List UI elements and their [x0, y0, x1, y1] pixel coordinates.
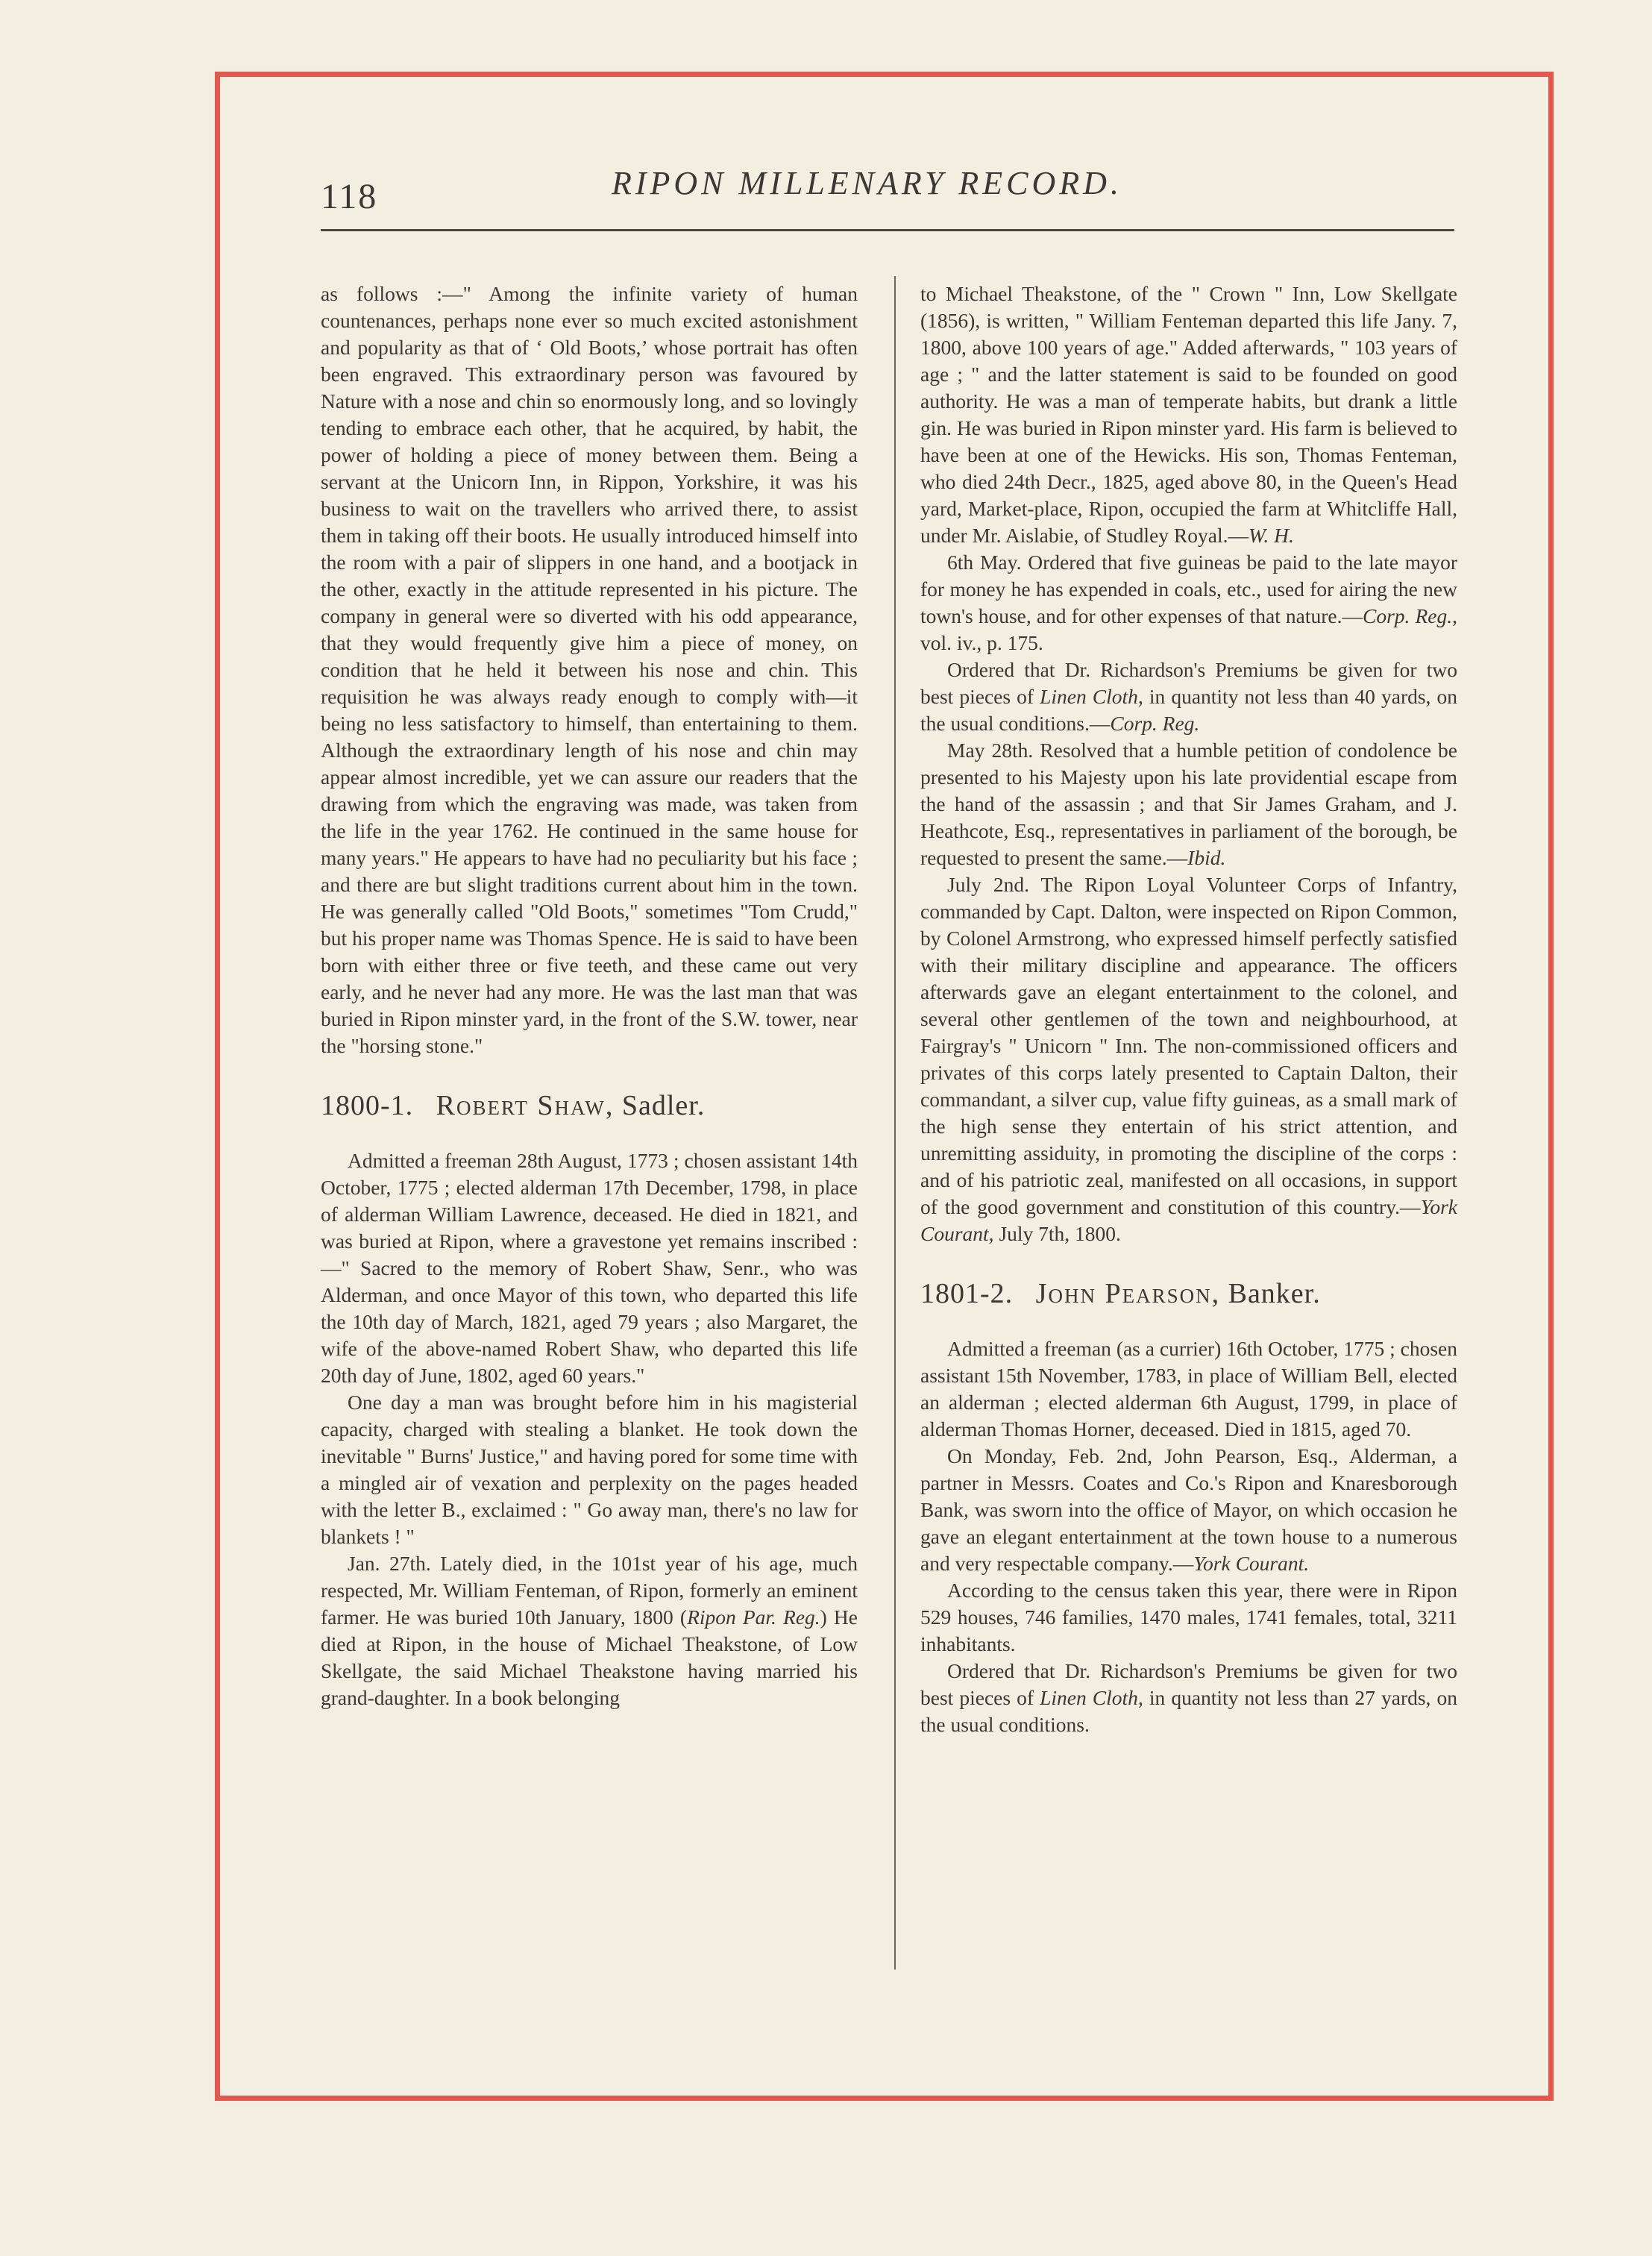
citation: Ripon Par. Reg. — [687, 1605, 820, 1629]
text: July 2nd. The Ripon Loyal Volunteer Corps of Infantry, commanded by Capt. Dalton, were inspected on Ripon Common, by Colonel Armstrong, who expressed himself perfectly satisfied with their military discipline and appearance. The officers afterwards gave an elegant entertainment to the colonel, and several other gentlemen of the town and neighbourhood, at Fairgray's " Unicorn " Inn. The non-commissioned officers and privates of this corps lately presented to Captain Dalton, their commandant, a silver cup, value fifty guineas, as a small mark of the high sense they entertain of his strict attention, and unremitting assiduity, in promoting the discipline of the corps : and of his patriotic zeal, manifested on all occasions, in support of the good government and constitution of this country.— — [920, 873, 1457, 1218]
paragraph — [920, 1443, 1457, 1577]
text: July 7th, 1800. — [993, 1222, 1121, 1245]
section-trade: Banker. — [1228, 1278, 1321, 1309]
citation: York Courant, — [920, 1195, 1457, 1245]
section-heading-robert-shaw — [321, 1092, 858, 1119]
citation: W. H. — [1248, 524, 1294, 547]
text: Jan. 27th. Lately died, in the 101st year of his age, much respected, Mr. William Fenteman, of Ripon, formerly an eminent farmer. He was buried 10th January, 1800 ( — [321, 1552, 858, 1629]
section-heading-john-pearson — [920, 1280, 1457, 1307]
section-year: 1801-2. — [920, 1278, 1014, 1309]
paragraph — [321, 1550, 858, 1711]
left-column — [321, 281, 858, 1711]
paragraph: as follows :—" Among the infinite variety of human countenances, perhaps none ever so much excited astonishment and popularity as that of ‘ Old Boots,’ whose portrait has often been engraved. This extraordinary person was favoured by Nature with a nose and chin so enormously long, and so lovingly tending to embrace each other, that he acquired, by habit, the power of holding a piece of money between them. Being a servant at the Unicorn Inn, in Rippon, Yorkshire, it was his business to wait on the travellers who arrived there, to assist them in taking off their boots. He usually introduced himself into the room with a pair of slippers in one hand, and a bootjack in the other, exactly in the attitude represented in his picture. The company in general were so diverted with his odd appearance, that they would frequently give him a piece of money, on condition that he held it between his nose and chin. This requisition he was always ready enough to comply with—it being no less satisfactory to himself, than entertaining to them. Although the extraordinary length of his nose and chin may appear almost incredible, yet we can assure our readers that the drawing from which the engraving was made, was taken from the life in the year 1762. He continued in the same house for many years." He appears to have had no peculiarity but his face ; and there are but slight traditions current about him in the town. He was generally called "Old Boots," sometimes "Tom Crudd," but his proper name was Thomas Spence. He is said to have been born with either three or five teeth, and these came out very early, and he never had any more. He was the last man that was buried in Ripon minster yard, in the front of the S.W. tower, near the "horsing stone." — [321, 282, 858, 1057]
paragraph — [920, 871, 1457, 1247]
text: , in quantity not less than 40 yards, on the usual conditions.— — [920, 685, 1457, 735]
header-rule — [321, 229, 1454, 231]
item-name: Linen Cloth — [1040, 1686, 1138, 1709]
page-number: 118 — [321, 177, 378, 216]
section-name: John Pearson, — [1035, 1278, 1221, 1309]
item-name: Linen Cloth — [1040, 685, 1138, 708]
paragraph: Admitted a freeman (as a currier) 16th October, 1775 ; chosen assistant 15th November, 1783, in place of William Bell, elected an alderman ; elected alderman 6th August, 1799, in place of alderman Thomas Horner, deceased. Died in 1815, aged 70. — [920, 1337, 1457, 1441]
paragraph — [920, 1658, 1457, 1738]
citation: York Courant. — [1193, 1552, 1310, 1575]
paragraph: According to the census taken this year, there were in Ripon 529 houses, 746 families, 1470 males, 1741 females, total, 3211 inhabitants. — [920, 1579, 1457, 1655]
text: , in quantity not less than 27 yards, on the usual conditions. — [920, 1686, 1457, 1736]
column-divider — [894, 276, 896, 1970]
section-name: Robert Shaw, — [436, 1090, 615, 1121]
paragraph: One day a man was brought before him in his magisterial capacity, charged with stealing a blanket. He took down the inevitable " Burns' Justice," and having pored for some time with a mingled air of vexation and perplexity on the pages headed with the letter B., exclaimed : " Go away man, there's no law for blankets ! " — [321, 1391, 858, 1548]
text: ) He died at Ripon, in the house of Michael Theakstone, of Low Skellgate, the said Michael Theakstone having married his grand-daughter. In a book belonging — [321, 1605, 858, 1709]
paragraph — [920, 549, 1457, 657]
section-year: 1800-1. — [321, 1090, 414, 1121]
running-title: RIPON MILLENARY RECORD. — [612, 165, 1122, 201]
citation: Corp. Reg. — [1110, 712, 1200, 735]
paragraph — [920, 657, 1457, 737]
section-trade: Sadler. — [621, 1090, 706, 1121]
paragraph — [920, 281, 1457, 549]
text: , vol. iv., p. 175. — [920, 604, 1457, 654]
text: to Michael Theakstone, of the " Crown " Inn, Low Skellgate (1856), is written, " William Fenteman departed this life Jany. 7, 1800, above 100 years of age." Added afterwards, " 103 years of age ; " and the latter statement is said to be founded on good authority. He was a man of temperate habits, but drank a little gin. He was buried in Ripon minster yard. His farm is believed to have been at one of the Hewicks. His son, Thomas Fenteman, who died 24th Decr., 1825, aged above 80, in the Queen's Head yard, Market-place, Ripon, occupied the farm at Whitcliffe Hall, under Mr. Aislabie, of Studley Royal.— — [920, 282, 1457, 547]
text: Ordered that Dr. Richardson's Premiums be given for two best pieces of — [920, 1659, 1457, 1709]
right-column — [920, 281, 1457, 1738]
paragraph: Admitted a freeman 28th August, 1773 ; chosen assistant 14th October, 1775 ; elected alderman 17th December, 1798, in place of alderman William Lawrence, deceased. He died in 1821, and was buried at Ripon, where a gravestone yet remains inscribed :—" Sacred to the memory of Robert Shaw, Senr., who was Alderman, and once Mayor of this town, who departed this life the 10th day of March, 1821, aged 79 years ; also Margaret, the wife of the above-named Robert Shaw, who departed this life 20th day of June, 1802, aged 60 years." — [321, 1149, 858, 1387]
text: May 28th. Resolved that a humble petition of condolence be presented to his Majesty upon his late providential escape from the hand of the assassin ; and that Sir James Graham, and J. Heathcote, Esq., representatives in parliament of the borough, be requested to present the same.— — [920, 739, 1457, 869]
paragraph — [920, 737, 1457, 871]
citation: Ibid. — [1187, 846, 1226, 869]
citation: Corp. Reg. — [1363, 604, 1453, 627]
text: On Monday, Feb. 2nd, John Pearson, Esq., Alderman, a partner in Messrs. Coates and Co.'s Ripon and Knaresborough Bank, was sworn into the office of Mayor, on which occasion he gave an elegant entertainment at the town house to a numerous and very respectable company.— — [920, 1444, 1457, 1575]
text: Ordered that Dr. Richardson's Premiums be given for two best pieces of — [920, 658, 1457, 708]
text: 6th May. Ordered that five guineas be paid to the late mayor for money he has expended in coals, etc., used for airing the new town's house, and for other expenses of that nature.— — [920, 551, 1457, 627]
